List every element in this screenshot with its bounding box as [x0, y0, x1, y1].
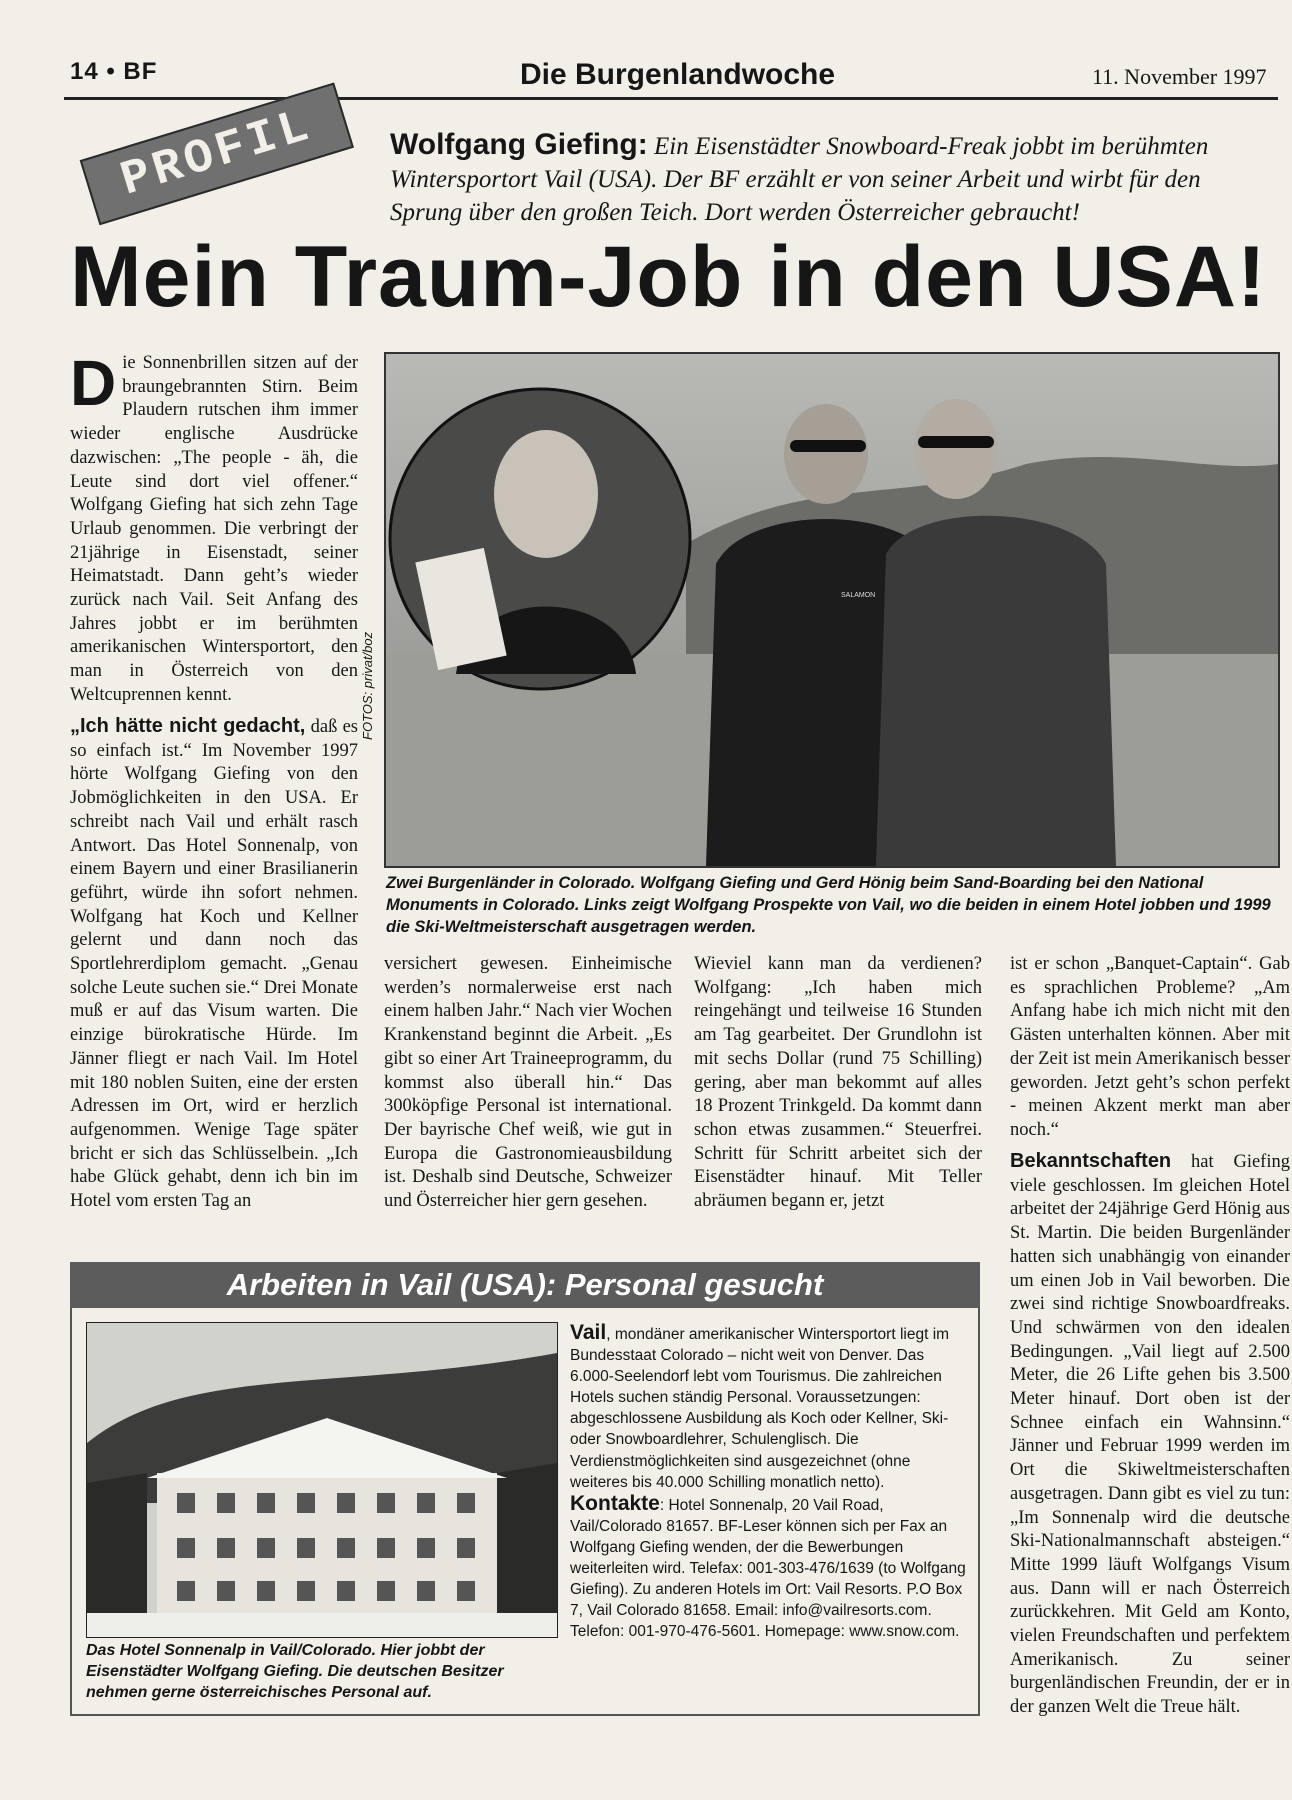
article-photo: [384, 352, 1280, 868]
profil-stamp-label: PROFIL: [80, 82, 354, 225]
publication-title: Die Burgenlandwoche: [520, 58, 836, 91]
intro-deck: [390, 128, 1270, 229]
paragraph-leadin: „Ich hätte nicht gedacht,: [70, 715, 306, 737]
keyword-kontakte: Kontakte: [570, 1491, 660, 1515]
box-text-2: : Hotel Sonnenalp, 20 Vail Road, Vail/Colorado 81657. BF-Leser können sich per Fax an Wolfgang Giefing wenden, der die Bewerbungen weiterleiten wird. Telefax: 001-303-476/1639 (to Wolfgang Giefing). Zu anderen Hotels im Ort: Vail Resorts. P.O Box 7, Vail Colorado 81658. Email: info@vailresorts.com. Telefon: 001-970-476-5601. Homepage: www.snow.com.: [570, 1496, 966, 1641]
issue-date: 11. November 1997: [1092, 64, 1267, 89]
paragraph-text: ie Sonnenbrillen sitzen auf der braungebrannten Stirn. Beim Plaudern rutschen ihm immer wieder englische Ausdrücke dazwischen: „The people - äh, die Leute sind dort viel offener.“ Wolfgang Giefing hat sich zehn Tage Urlaub genommen. Die verbringt der 21jährige in Eisenstadt, seiner Heimatstadt. Dann geht’s wieder zurück nach Vail. Seit Anfang des Jahres jobbt er im berühmten amerikanischen Wintersportort, den man in Österreich von den Weltcuprennen kennt.: [70, 353, 358, 705]
headline: Mein Traum-Job in den USA!: [70, 229, 1267, 325]
photo-caption: Zwei Burgenländer in Colorado. Wolfgang Giefing und Gerd Hönig beim Sand-Boarding bei den National Monuments in Colorado. Links zeigt Wolfgang Prospekte von Vail, wo die beiden in einem Hotel jobben und 1999 die Ski-Weltmeisterschaft ausgetragen werden.: [386, 874, 1271, 936]
paragraph-text: daß es so einfach ist.“ Im November 1997 hörte Wolfgang Giefing von den Jobmöglichkeiten in den USA. Er schreibt nach Vail und erhält rasch Antwort. Das Hotel Sonnenalp, von einem Bayern und einer Brasilianerin geführt, würde ihn sofort nehmen. Wolfgang hat Koch und Kellner gelernt und dann noch das Sportlehrerdiplom gemacht. „Genau solche Leute suchen sie.“ Drei Monate muß er auf das Visum warten. Die einzige bürokratische Hürde. Im Jänner fliegt er nach Vail. Im Hotel mit 180 noblen Suiten, eine der ersten Adressen im Ort, wird er herzlich aufgenommen. Wenige Tage später bricht er sich das Schlüsselbein. „Ich habe Glück gehabt, denn ich bin im Hotel vom ersten Tag an: [70, 717, 359, 1212]
box-text-1: , mondäner amerikanischer Wintersportort liegt im Bundesstaat Colorado – nicht weit von Denver. Das 6.000-Seelendorf lebt vom Tourismus. Die zahlreichen Hotels suchen ständig Personal. Voraussetzungen: abgeschlossene Ausbildung als Koch oder Kellner, Ski- oder Snowboardlehrer, Schulenglisch. Die Verdienstmöglichkeiten sind ausgezeichnet (ohne weiteres bis 40.000 Schilling monatlich netto).: [570, 1326, 950, 1491]
article-column-2: versichert gewesen. Einheimische werden’s normalerweise erst nach einem halben Jahr.“ Nach vier Wochen Krankenstand beginnt die Arbeit. „Es gibt so einer Art Traineeprogramm, du kommst also überall hin.“ Das 300köpfige Personal ist international. Der bayrische Chef weiß, wie gut in Europa die Gastronomieausbildung ist. Deshalb sind Deutsche, Schweizer und Österreicher hier gern gesehen.: [384, 954, 672, 1212]
keyword-vail: Vail: [570, 1321, 607, 1344]
info-box-text: [570, 1322, 970, 1642]
hotel-photo: [86, 1322, 558, 1638]
paragraph-text: hat Giefing viele geschlossen. Im gleichen Hotel arbeitet der 24jährige Gerd Hönig aus St. Martin. Die beiden Burgenländer hatten sich unabhängig von einander um einen Job in Vail beworben. Die zwei sind richtige Snowboardfreaks. Und schwärmen von den idealen Bedingungen. „Vail liegt auf 2.500 Meter, die 26 Lifte gehen bis 3.500 Meter hinauf. Dort oben ist der Schnee einfach ein Wahnsinn.“ Jänner und Februar 1999 werden im Ort die Skiweltmeisterschaften ausgetragen. Dann gibt es viel zu tun: „Im Sonnenalp wird die deutsche Ski-Nationalmannschaft absteigen.“ Mitte 1999 läuft Wolfgangs Visum aus. Dann will er nach Österreich zurückkehren. Mit Geld am Konto, vielen Freundschaften und perfektem Amerikanisch. Zu seiner burgenländischen Freundin, der er in der ganzen Welt die Treue hält.: [1010, 1152, 1290, 1718]
dropcap: D: [70, 347, 117, 419]
shirt-logo: SALAMON: [841, 592, 876, 599]
article-paragraph-2: [70, 715, 358, 1214]
intro-name: Wolfgang Giefing:: [390, 128, 648, 161]
photo-credit: FOTOS: privat/boz: [360, 631, 375, 740]
intro-text: Ein Eisenstädter Snowboard-Freak jobbt im berühmten Wintersportort Vail (USA). Der BF erzählt er von seiner Arbeit und wirbt für den Sprung über den großen Teich. Dort werden Österreicher gebraucht!: [390, 133, 1209, 226]
info-box-title: Arbeiten in Vail (USA): Personal gesucht: [226, 1267, 824, 1302]
article-column-4-top: ist er schon „Banquet-Captain“. Gab es sprachlichen Probleme? „Am Anfang habe ich mich nicht mit den Gästen unterhalten können. Aber mit der Zeit ist mein Amerikanisch besser geworden. Jetzt geht’s schon perfekt - meinen Akzent merkt man aber noch.“: [1010, 954, 1290, 1140]
hotel-illustration: [87, 1323, 557, 1637]
hotel-caption: Das Hotel Sonnenalp in Vail/Colorado. Hier jobbt der Eisenstädter Wolfgang Giefing. Die deutschen Besitzer nehmen gerne österreichisches Personal auf.: [86, 1642, 504, 1701]
article-paragraph-1: [70, 347, 358, 708]
photo-illustration: [386, 354, 1278, 866]
page-number: 14 • BF: [70, 58, 158, 85]
article-column-3: Wieviel kann man da verdienen? Wolfgang: „Ich haben mich reingehängt und teilweise 16 Stunden am Tag gearbeitet. Der Grundlohn ist mit sechs Dollar (rund 75 Schilling) gering, aber man bekommt auf alles 18 Prozent Trinkgeld. Da kommt dann schon etwas zusammen.“ Steuerfrei. Schritt für Schritt arbeitet sich der Eisenstädter hinauf. Mit Teller abräumen begann er, jetzt: [694, 954, 982, 1212]
article-column-4-bottom: [1010, 1150, 1290, 1720]
paragraph-leadin: Bekanntschaften: [1010, 1150, 1172, 1172]
